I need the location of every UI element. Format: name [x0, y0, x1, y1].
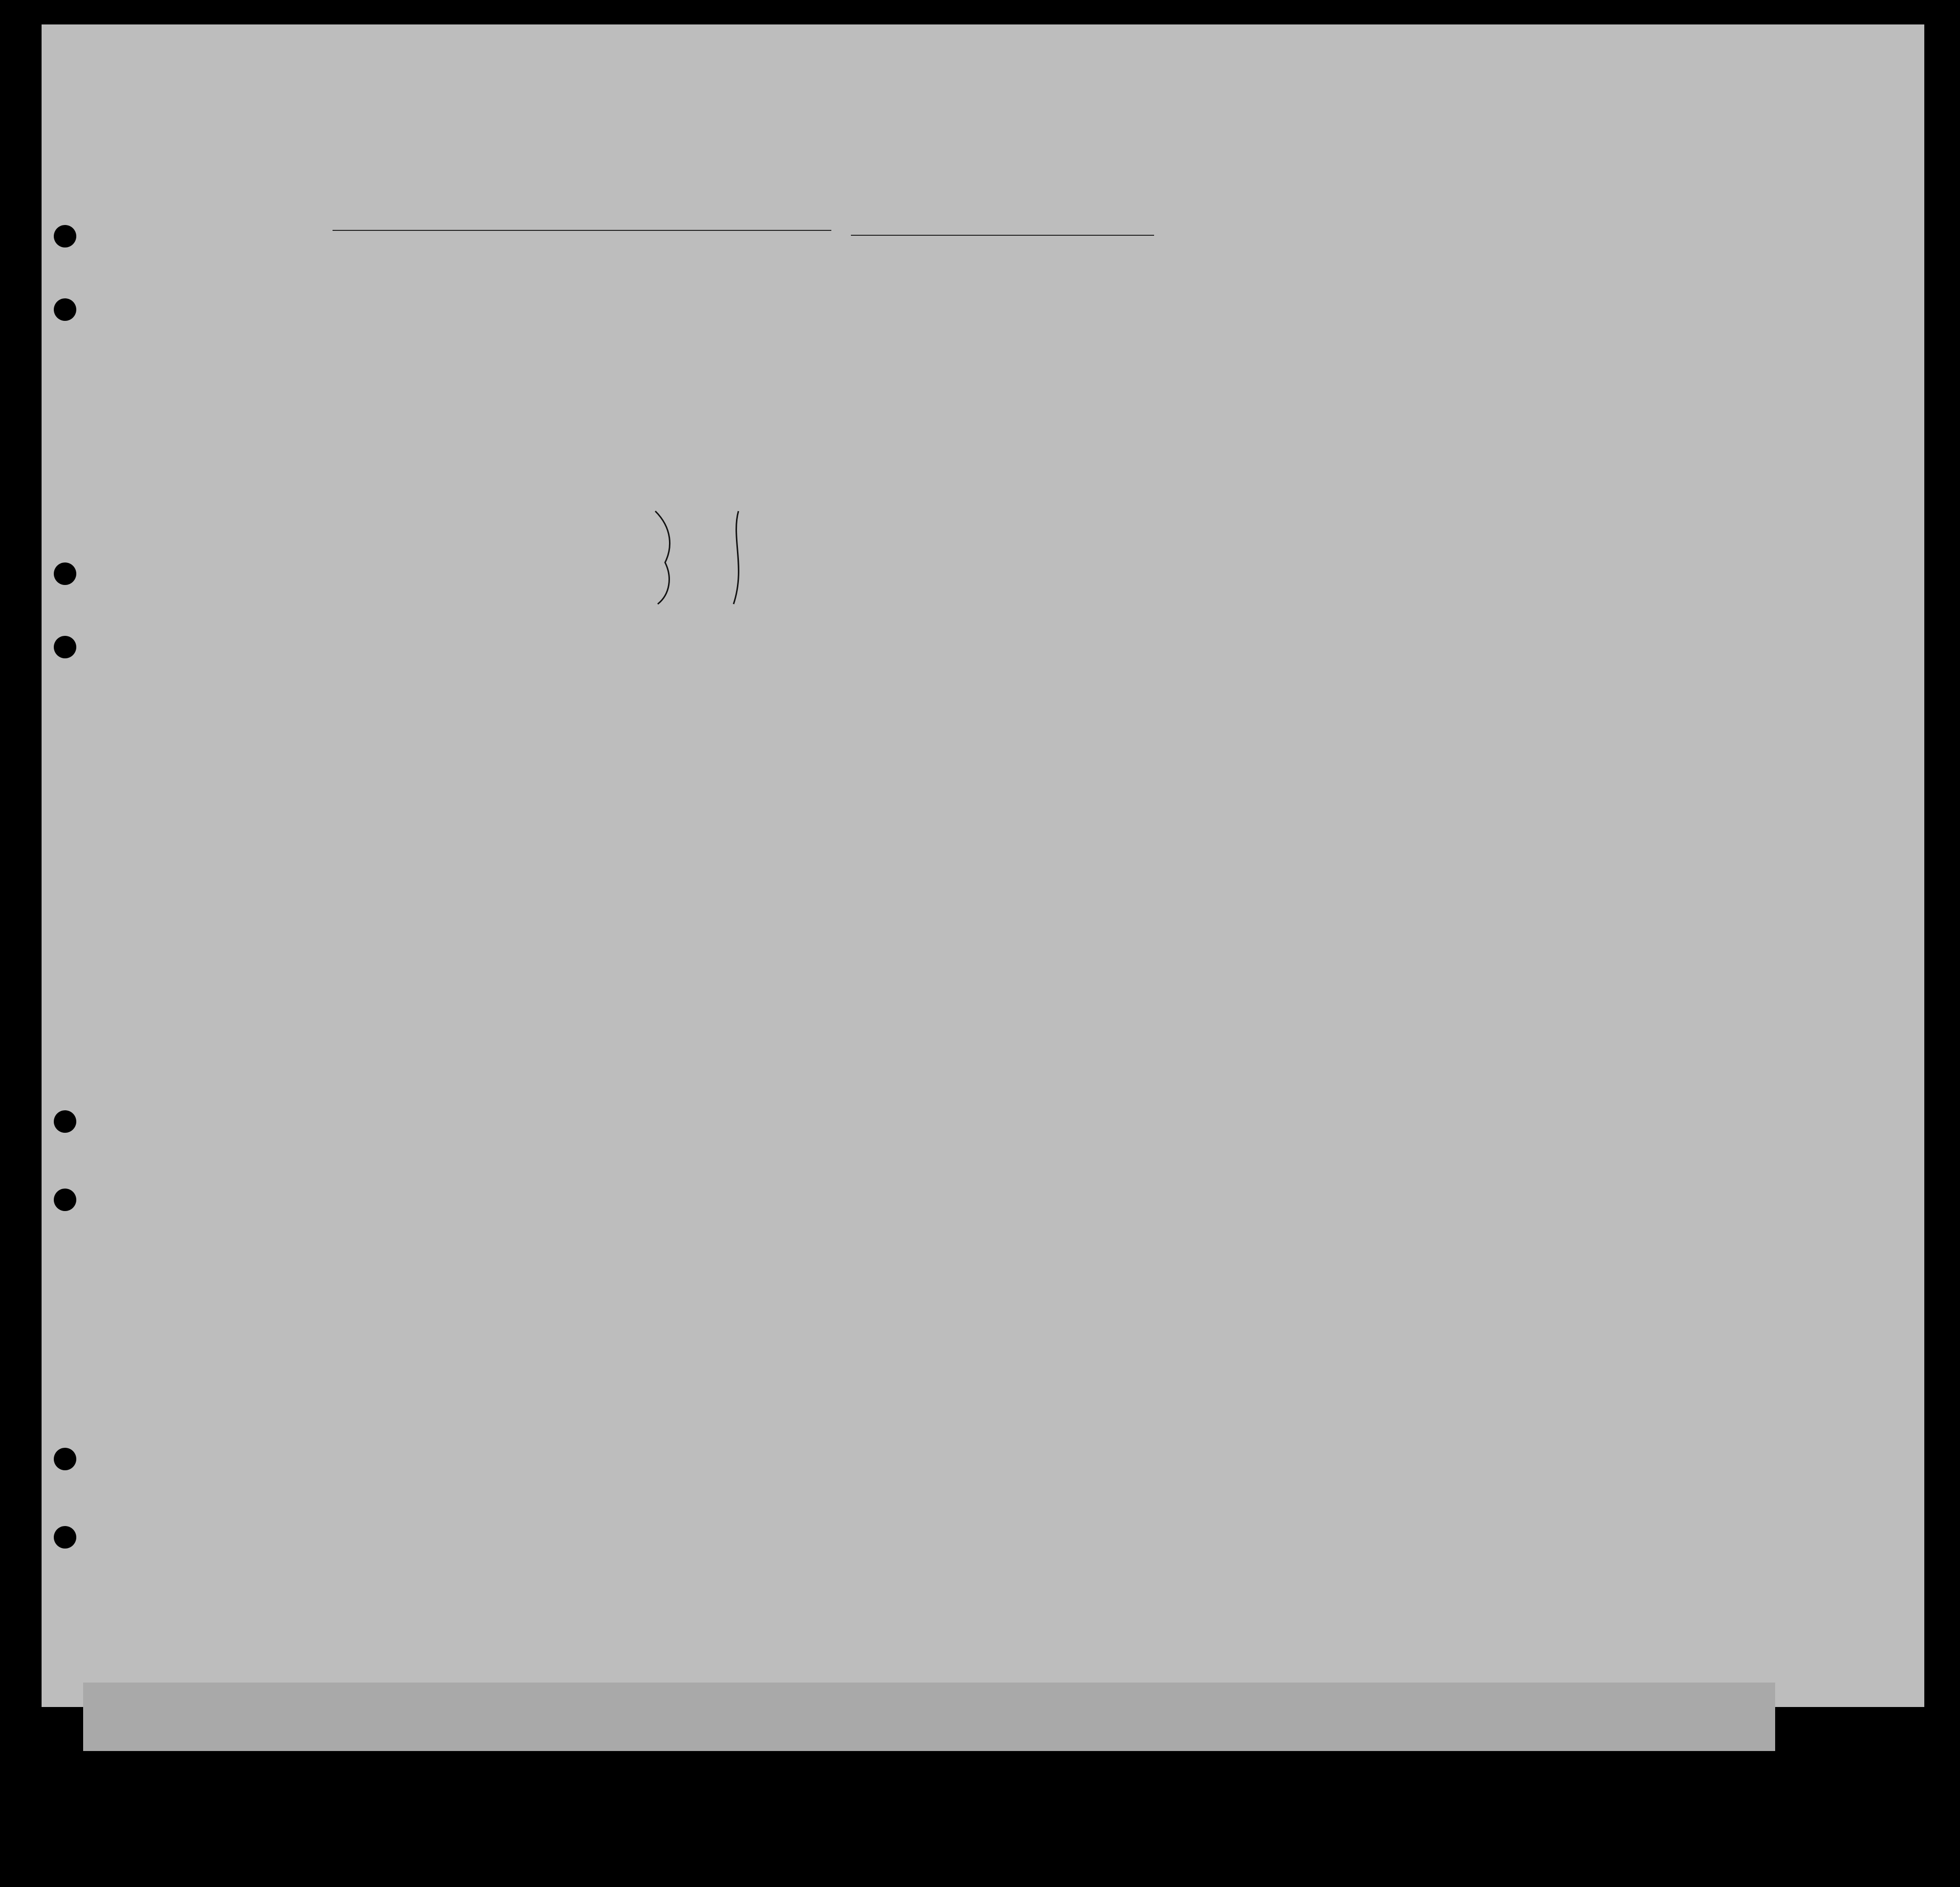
handwritten-bracket — [650, 509, 680, 607]
handwritten-bracket — [729, 509, 748, 607]
